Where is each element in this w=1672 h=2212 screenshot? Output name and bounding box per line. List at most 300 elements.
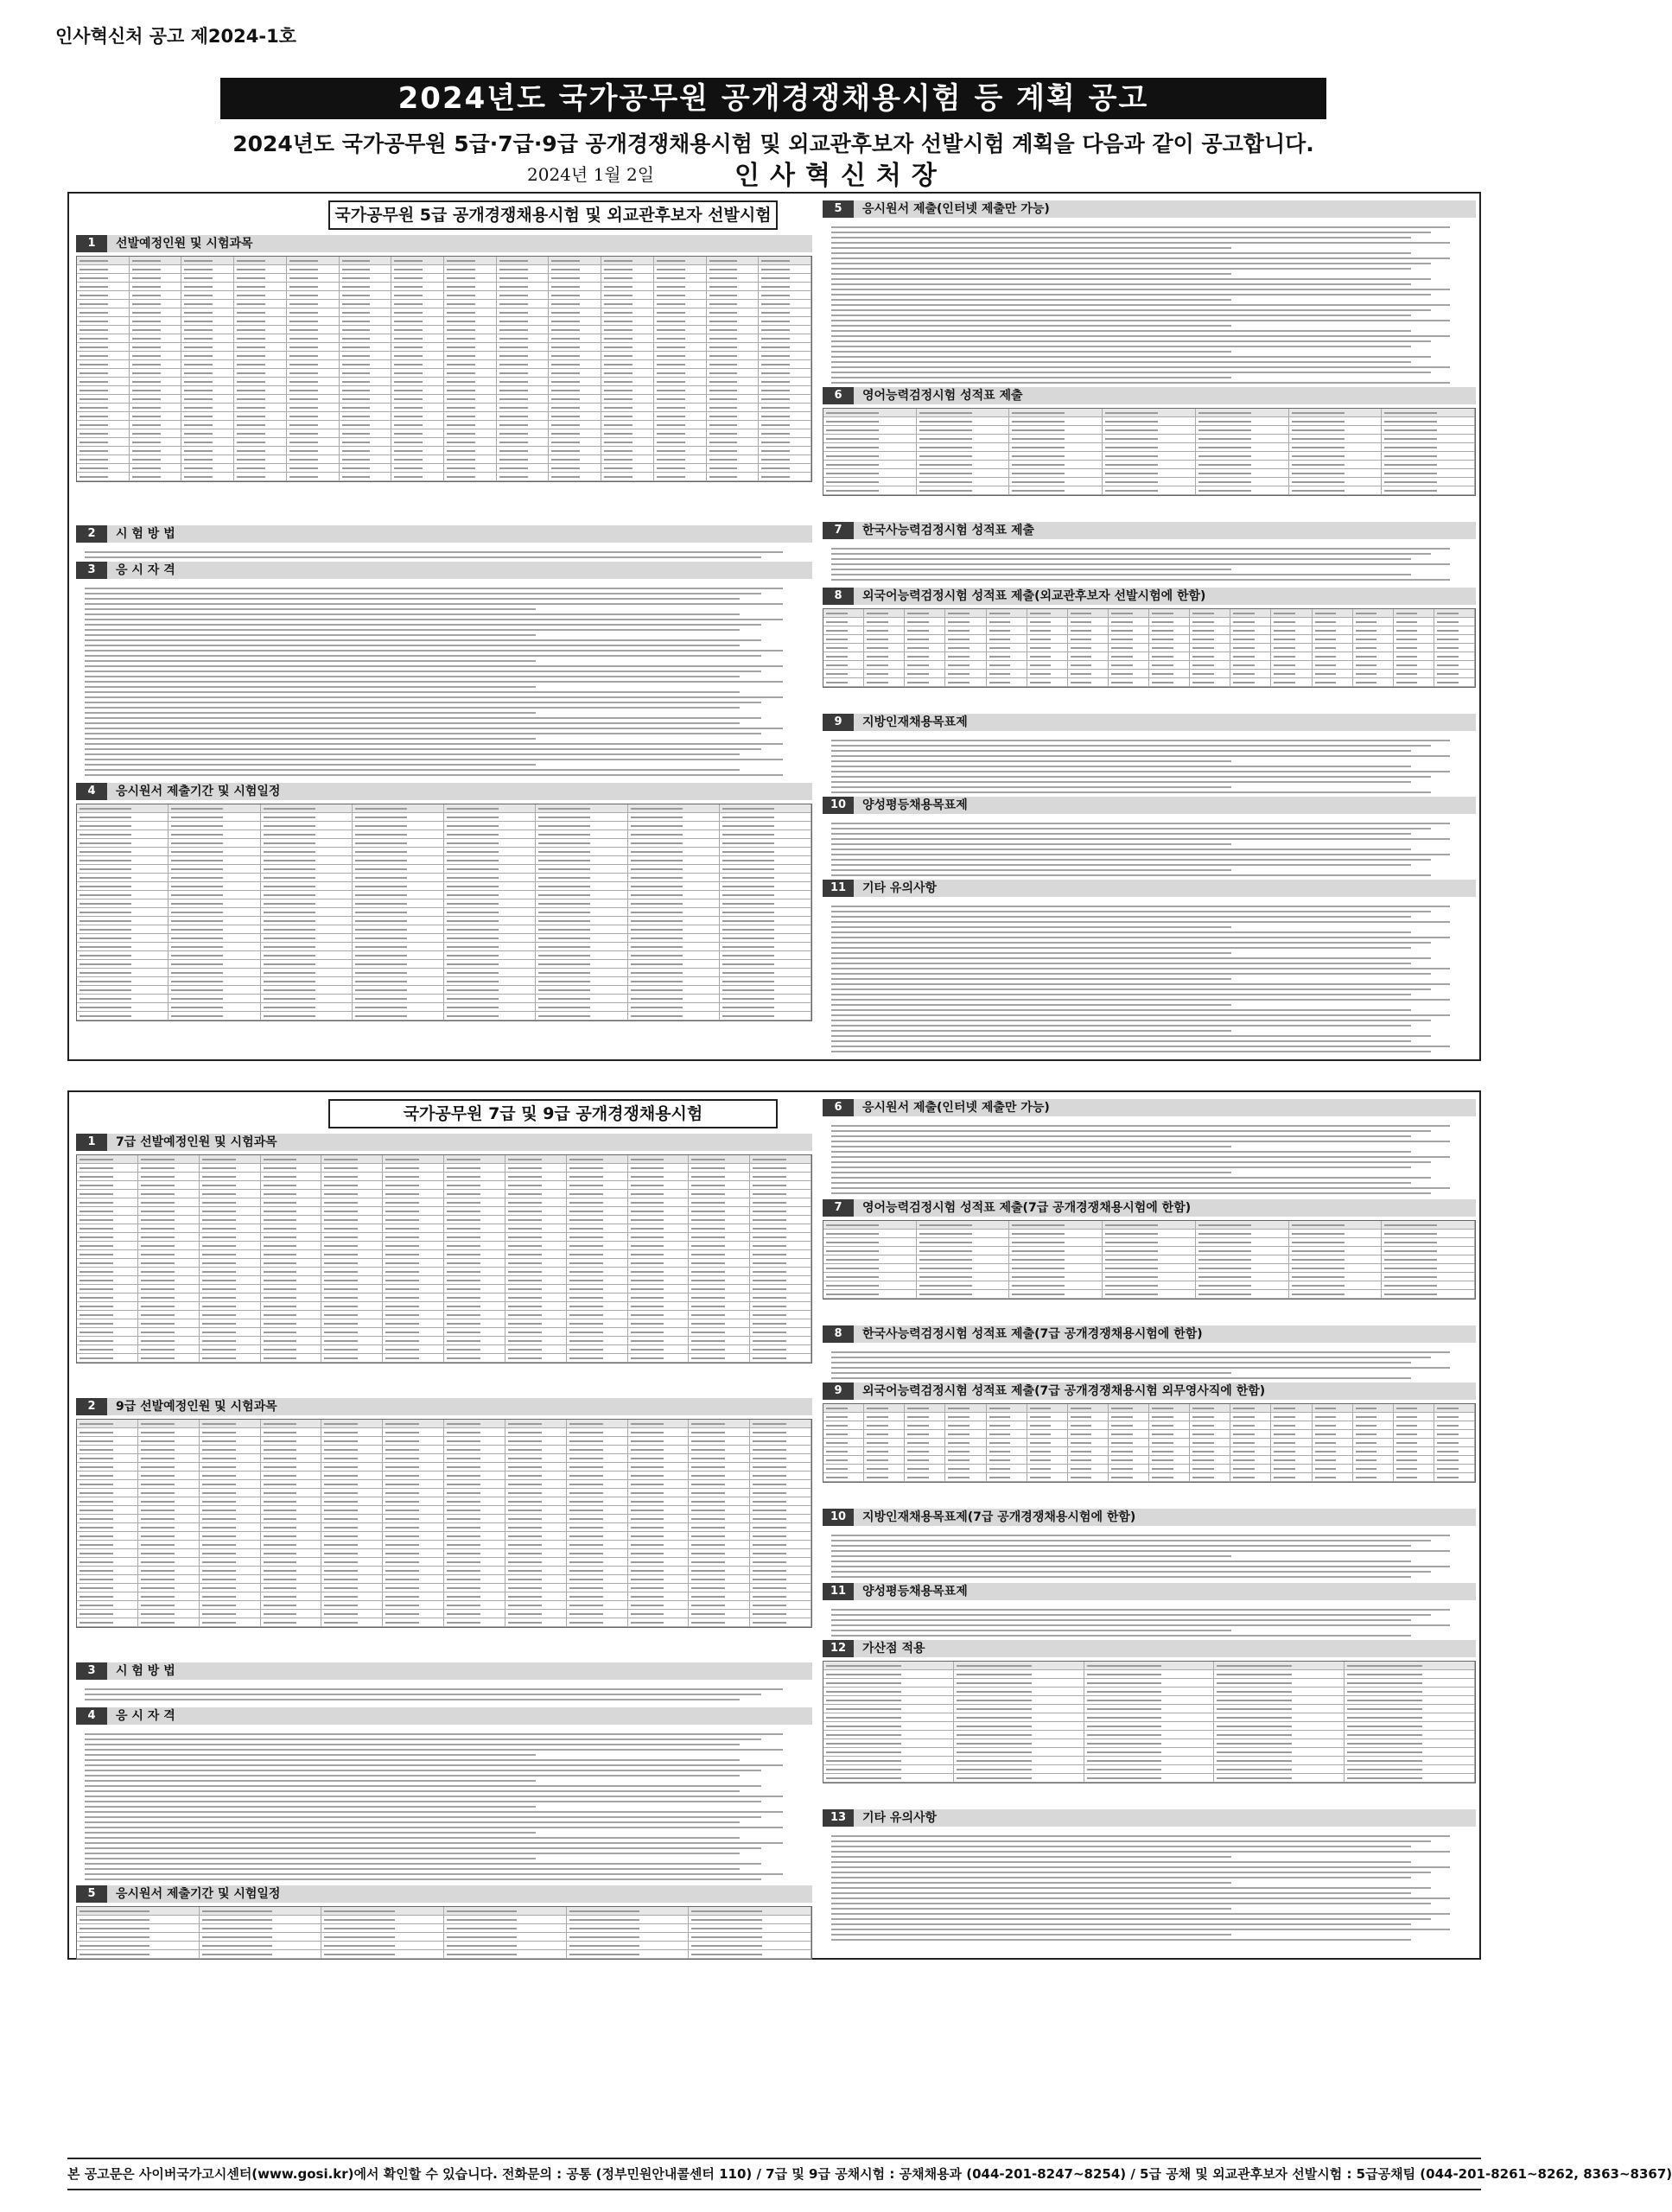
table-cell xyxy=(168,1012,260,1020)
table-cell xyxy=(340,283,392,291)
table-cell xyxy=(261,977,353,986)
table-cell xyxy=(750,1437,811,1446)
table-cell xyxy=(77,1446,138,1454)
table-cell xyxy=(444,1933,567,1942)
table-cell xyxy=(567,1454,628,1463)
table-cell xyxy=(77,1618,138,1627)
table-cell xyxy=(77,369,130,378)
table-cell xyxy=(77,891,168,899)
table-cell xyxy=(444,404,497,412)
table-cell xyxy=(654,265,707,274)
table-cell xyxy=(497,429,550,438)
table-cell xyxy=(234,326,287,334)
table-cell xyxy=(954,1696,1084,1705)
table-cell xyxy=(1109,661,1149,670)
table-cell xyxy=(505,1497,567,1506)
table-cell xyxy=(567,1259,628,1268)
table-header-cell xyxy=(1149,1404,1190,1413)
table-cell xyxy=(200,1463,261,1471)
table-cell xyxy=(750,1532,811,1541)
table-cell xyxy=(954,1670,1084,1679)
table-cell xyxy=(1027,644,1068,652)
table-cell xyxy=(823,452,917,461)
table-cell xyxy=(905,618,945,626)
table-cell xyxy=(444,1437,505,1446)
table-cell xyxy=(353,830,444,839)
table-header-cell xyxy=(864,609,905,618)
table-cell xyxy=(601,300,654,308)
table-header-cell xyxy=(1190,1404,1230,1413)
table-cell xyxy=(1214,1765,1345,1774)
table-cell xyxy=(601,447,654,455)
table-cell xyxy=(654,334,707,343)
table-cell xyxy=(1230,1430,1271,1439)
table-cell xyxy=(689,1592,750,1601)
table-cell xyxy=(654,421,707,429)
table-cell xyxy=(628,1428,690,1437)
table-cell xyxy=(138,1454,200,1463)
table-cell xyxy=(1214,1670,1345,1679)
table-cell xyxy=(707,464,760,473)
table-cell xyxy=(444,438,497,447)
table-cell xyxy=(444,822,536,830)
table-cell xyxy=(391,343,444,352)
table-cell xyxy=(340,378,392,386)
table-cell xyxy=(353,908,444,917)
table-cell xyxy=(77,473,130,481)
table-cell xyxy=(628,1250,690,1259)
table-header-cell xyxy=(1068,609,1109,618)
table-cell xyxy=(353,925,444,934)
table-cell xyxy=(628,1311,690,1319)
table-cell xyxy=(77,1198,138,1207)
table-cell xyxy=(1434,1473,1475,1482)
table-cell xyxy=(536,977,627,986)
table-cell xyxy=(628,1506,690,1515)
table-cell xyxy=(759,473,811,481)
table-cell xyxy=(823,461,917,469)
table-cell xyxy=(689,1276,750,1285)
part2-section xyxy=(823,1509,1476,1578)
table-cell xyxy=(138,1207,200,1216)
table-header-cell xyxy=(1313,1404,1353,1413)
table-cell xyxy=(261,917,353,925)
table-cell xyxy=(383,1268,444,1276)
body-text xyxy=(823,1604,1476,1642)
table-cell xyxy=(689,1250,750,1259)
section-title: 9급 선발예정인원 및 시험과목 xyxy=(116,1400,277,1414)
table-cell xyxy=(234,438,287,447)
table-cell xyxy=(444,265,497,274)
table-cell xyxy=(601,473,654,481)
table-cell xyxy=(1149,1421,1190,1430)
table-cell xyxy=(750,1541,811,1549)
table-cell xyxy=(536,856,627,865)
table-cell xyxy=(444,447,497,455)
section-number: 5 xyxy=(76,1885,107,1903)
table-cell xyxy=(917,486,1010,495)
table-cell xyxy=(1009,1273,1103,1281)
table-cell xyxy=(77,1328,138,1337)
table-cell xyxy=(567,1302,628,1311)
table-cell xyxy=(497,369,550,378)
table-cell xyxy=(383,1480,444,1489)
table-cell xyxy=(287,412,340,421)
table-cell xyxy=(77,1601,138,1610)
table-cell xyxy=(628,856,720,865)
table-cell xyxy=(654,369,707,378)
table-cell xyxy=(200,1942,322,1950)
table-cell xyxy=(138,1489,200,1497)
table-cell xyxy=(444,1618,505,1627)
table-cell xyxy=(1271,678,1312,687)
part2-panel xyxy=(67,1090,1481,1960)
table-cell xyxy=(1214,1748,1345,1757)
table-cell xyxy=(321,1428,383,1437)
table-cell xyxy=(77,1916,200,1924)
table-cell xyxy=(1109,635,1149,644)
table-cell xyxy=(1353,1473,1394,1482)
table-cell xyxy=(1382,1281,1475,1290)
table-cell xyxy=(200,1173,261,1181)
table-cell xyxy=(720,848,811,856)
part1-section xyxy=(823,588,1476,709)
table-cell xyxy=(77,1224,138,1233)
table-cell xyxy=(391,265,444,274)
table-cell xyxy=(1196,1290,1289,1299)
table-cell xyxy=(138,1259,200,1268)
table-cell xyxy=(261,960,353,969)
table-cell xyxy=(1345,1679,1475,1688)
table-cell xyxy=(77,412,130,421)
table-header-cell xyxy=(261,1155,322,1164)
table-cell xyxy=(1196,435,1289,443)
table-cell xyxy=(77,865,168,874)
table-cell xyxy=(444,1337,505,1345)
table-cell xyxy=(1084,1765,1215,1774)
table-cell xyxy=(138,1558,200,1567)
table-cell xyxy=(234,352,287,360)
table-cell xyxy=(261,1268,322,1276)
table-cell xyxy=(750,1558,811,1567)
table-cell xyxy=(77,447,130,455)
table-cell xyxy=(1434,626,1475,635)
table-cell xyxy=(567,1198,628,1207)
table-cell xyxy=(601,412,654,421)
table-cell xyxy=(287,421,340,429)
table-cell xyxy=(444,882,536,891)
table-cell xyxy=(261,1618,322,1627)
table-cell xyxy=(444,908,536,917)
table-cell xyxy=(567,1337,628,1345)
data-table xyxy=(76,804,812,1021)
table-cell xyxy=(1394,661,1434,670)
table-cell xyxy=(505,1446,567,1454)
table-cell xyxy=(261,934,353,943)
table-header-cell xyxy=(1214,1662,1345,1670)
table-cell xyxy=(1394,1421,1434,1430)
table-header-cell xyxy=(1394,1404,1434,1413)
table-header-cell xyxy=(391,257,444,265)
table-cell xyxy=(628,1164,690,1173)
table-cell xyxy=(391,352,444,360)
table-cell xyxy=(77,1276,138,1285)
table-cell xyxy=(261,1190,322,1198)
table-cell xyxy=(77,874,168,882)
table-cell xyxy=(130,429,182,438)
table-cell xyxy=(987,652,1027,661)
table-cell xyxy=(181,412,234,421)
table-cell xyxy=(628,1532,690,1541)
table-cell xyxy=(340,369,392,378)
table-cell xyxy=(917,1230,1010,1238)
table-cell xyxy=(383,1250,444,1259)
table-cell xyxy=(864,618,905,626)
table-cell xyxy=(261,1558,322,1567)
table-cell xyxy=(168,934,260,943)
table-cell xyxy=(77,404,130,412)
table-cell xyxy=(654,429,707,438)
table-header-cell xyxy=(917,1221,1010,1230)
table-cell xyxy=(823,443,917,452)
table-cell xyxy=(130,447,182,455)
table-cell xyxy=(707,360,760,369)
table-cell xyxy=(823,1696,954,1705)
table-cell xyxy=(1009,1290,1103,1299)
table-cell xyxy=(130,265,182,274)
table-cell xyxy=(383,1584,444,1592)
table-cell xyxy=(340,429,392,438)
table-cell xyxy=(1353,670,1394,678)
table-header-cell xyxy=(1027,609,1068,618)
table-cell xyxy=(567,1489,628,1497)
table-cell xyxy=(200,1471,261,1480)
table-cell xyxy=(77,1523,138,1532)
table-cell xyxy=(444,1532,505,1541)
table-cell xyxy=(353,899,444,908)
table-cell xyxy=(497,326,550,334)
table-cell xyxy=(654,360,707,369)
section-header xyxy=(823,588,1476,605)
table-cell xyxy=(823,1430,864,1439)
table-cell xyxy=(567,1276,628,1285)
table-cell xyxy=(1313,661,1353,670)
table-cell xyxy=(1027,1421,1068,1430)
table-cell xyxy=(444,1916,567,1924)
table-header-cell xyxy=(1196,1221,1289,1230)
data-table xyxy=(823,1220,1476,1300)
table-cell xyxy=(654,300,707,308)
table-cell xyxy=(168,874,260,882)
table-cell xyxy=(505,1471,567,1480)
table-cell xyxy=(1084,1670,1215,1679)
section-title: 선발예정인원 및 시험과목 xyxy=(116,237,253,251)
table-cell xyxy=(353,969,444,977)
table-cell xyxy=(750,1294,811,1302)
table-header-cell xyxy=(77,257,130,265)
table-cell xyxy=(1434,1439,1475,1447)
table-header-cell xyxy=(234,257,287,265)
table-cell xyxy=(321,1454,383,1463)
table-cell xyxy=(383,1437,444,1446)
table-cell xyxy=(497,447,550,455)
table-cell xyxy=(77,1558,138,1567)
table-cell xyxy=(1345,1713,1475,1722)
table-cell xyxy=(1434,1413,1475,1421)
table-cell xyxy=(444,1319,505,1328)
table-cell xyxy=(77,1190,138,1198)
table-cell xyxy=(261,1523,322,1532)
table-cell xyxy=(654,291,707,300)
table-cell xyxy=(1434,644,1475,652)
table-cell xyxy=(444,839,536,848)
table-cell xyxy=(261,1233,322,1242)
table-cell xyxy=(689,1515,750,1523)
table-header-cell xyxy=(497,257,550,265)
table-cell xyxy=(1109,1473,1149,1482)
table-cell xyxy=(1394,1447,1434,1456)
table-cell xyxy=(1109,1465,1149,1473)
table-cell xyxy=(1109,678,1149,687)
table-cell xyxy=(444,1259,505,1268)
table-cell xyxy=(77,1497,138,1506)
table-header-cell xyxy=(1271,1404,1312,1413)
table-cell xyxy=(261,874,353,882)
table-cell xyxy=(444,1515,505,1523)
table-cell xyxy=(200,1164,261,1173)
table-cell xyxy=(567,1242,628,1250)
table-cell xyxy=(1149,618,1190,626)
table-cell xyxy=(707,386,760,395)
table-cell xyxy=(138,1285,200,1294)
table-cell xyxy=(261,1549,322,1558)
table-cell xyxy=(505,1181,567,1190)
table-cell xyxy=(601,343,654,352)
part1-section xyxy=(76,235,812,520)
table-cell xyxy=(628,1328,690,1337)
table-header-cell xyxy=(689,1907,811,1916)
table-cell xyxy=(505,1506,567,1515)
table-cell xyxy=(1149,626,1190,635)
table-cell xyxy=(505,1541,567,1549)
table-cell xyxy=(444,1523,505,1532)
table-cell xyxy=(689,1354,750,1363)
section-title: 양성평등채용목표제 xyxy=(862,798,968,812)
table-cell xyxy=(138,1319,200,1328)
table-cell xyxy=(168,960,260,969)
table-cell xyxy=(321,1190,383,1198)
table-cell xyxy=(200,1541,261,1549)
table-cell xyxy=(444,1311,505,1319)
table-cell xyxy=(497,404,550,412)
table-cell xyxy=(601,429,654,438)
table-cell xyxy=(383,1181,444,1190)
section-header xyxy=(76,1134,812,1151)
table-cell xyxy=(497,265,550,274)
table-cell xyxy=(689,1437,750,1446)
table-header-cell xyxy=(321,1420,383,1428)
table-cell xyxy=(1190,678,1230,687)
table-cell xyxy=(689,1541,750,1549)
table-cell xyxy=(628,1207,690,1216)
table-cell xyxy=(750,1302,811,1311)
table-cell xyxy=(287,352,340,360)
table-cell xyxy=(287,308,340,317)
table-cell xyxy=(823,486,917,495)
table-cell xyxy=(905,644,945,652)
table-cell xyxy=(505,1276,567,1285)
table-header-cell xyxy=(1289,1221,1383,1230)
table-cell xyxy=(567,1575,628,1584)
table-cell xyxy=(628,882,720,891)
table-cell xyxy=(1382,435,1475,443)
table-cell xyxy=(77,386,130,395)
body-text xyxy=(76,1683,812,1706)
table-cell xyxy=(1289,1281,1383,1290)
table-cell xyxy=(261,1497,322,1506)
section-number: 2 xyxy=(76,525,107,543)
table-cell xyxy=(720,943,811,951)
table-header-cell xyxy=(383,1420,444,1428)
table-cell xyxy=(391,395,444,404)
table-cell xyxy=(567,1549,628,1558)
table-cell xyxy=(689,1164,750,1173)
table-cell xyxy=(444,1480,505,1489)
table-cell xyxy=(444,334,497,343)
table-cell xyxy=(391,308,444,317)
table-cell xyxy=(77,1428,138,1437)
table-cell xyxy=(759,326,811,334)
table-cell xyxy=(759,369,811,378)
table-cell xyxy=(628,925,720,934)
table-cell xyxy=(1382,1264,1475,1273)
table-cell xyxy=(689,1567,750,1575)
table-cell xyxy=(720,1012,811,1020)
table-cell xyxy=(1027,652,1068,661)
part1-left-column xyxy=(76,235,812,1052)
part2-section xyxy=(823,1382,1476,1503)
table-cell xyxy=(750,1428,811,1437)
table-cell xyxy=(130,378,182,386)
table-header-cell xyxy=(689,1420,750,1428)
table-cell xyxy=(1068,1439,1109,1447)
table-cell xyxy=(444,1294,505,1302)
table-cell xyxy=(1289,1230,1383,1238)
table-cell xyxy=(689,1489,750,1497)
table-cell xyxy=(628,960,720,969)
body-text xyxy=(823,1830,1476,1946)
table-cell xyxy=(383,1489,444,1497)
table-cell xyxy=(823,1705,954,1713)
table-cell xyxy=(353,960,444,969)
table-cell xyxy=(287,395,340,404)
table-cell xyxy=(261,1489,322,1497)
table-cell xyxy=(864,1456,905,1465)
table-cell xyxy=(77,1294,138,1302)
table-cell xyxy=(391,447,444,455)
table-cell xyxy=(261,830,353,839)
table-cell xyxy=(1313,626,1353,635)
table-cell xyxy=(505,1354,567,1363)
table-cell xyxy=(864,1430,905,1439)
table-cell xyxy=(689,1446,750,1454)
table-cell xyxy=(340,412,392,421)
table-header-cell xyxy=(1230,1404,1271,1413)
table-cell xyxy=(945,626,986,635)
table-cell xyxy=(567,1567,628,1575)
table-cell xyxy=(77,1268,138,1276)
table-cell xyxy=(654,308,707,317)
